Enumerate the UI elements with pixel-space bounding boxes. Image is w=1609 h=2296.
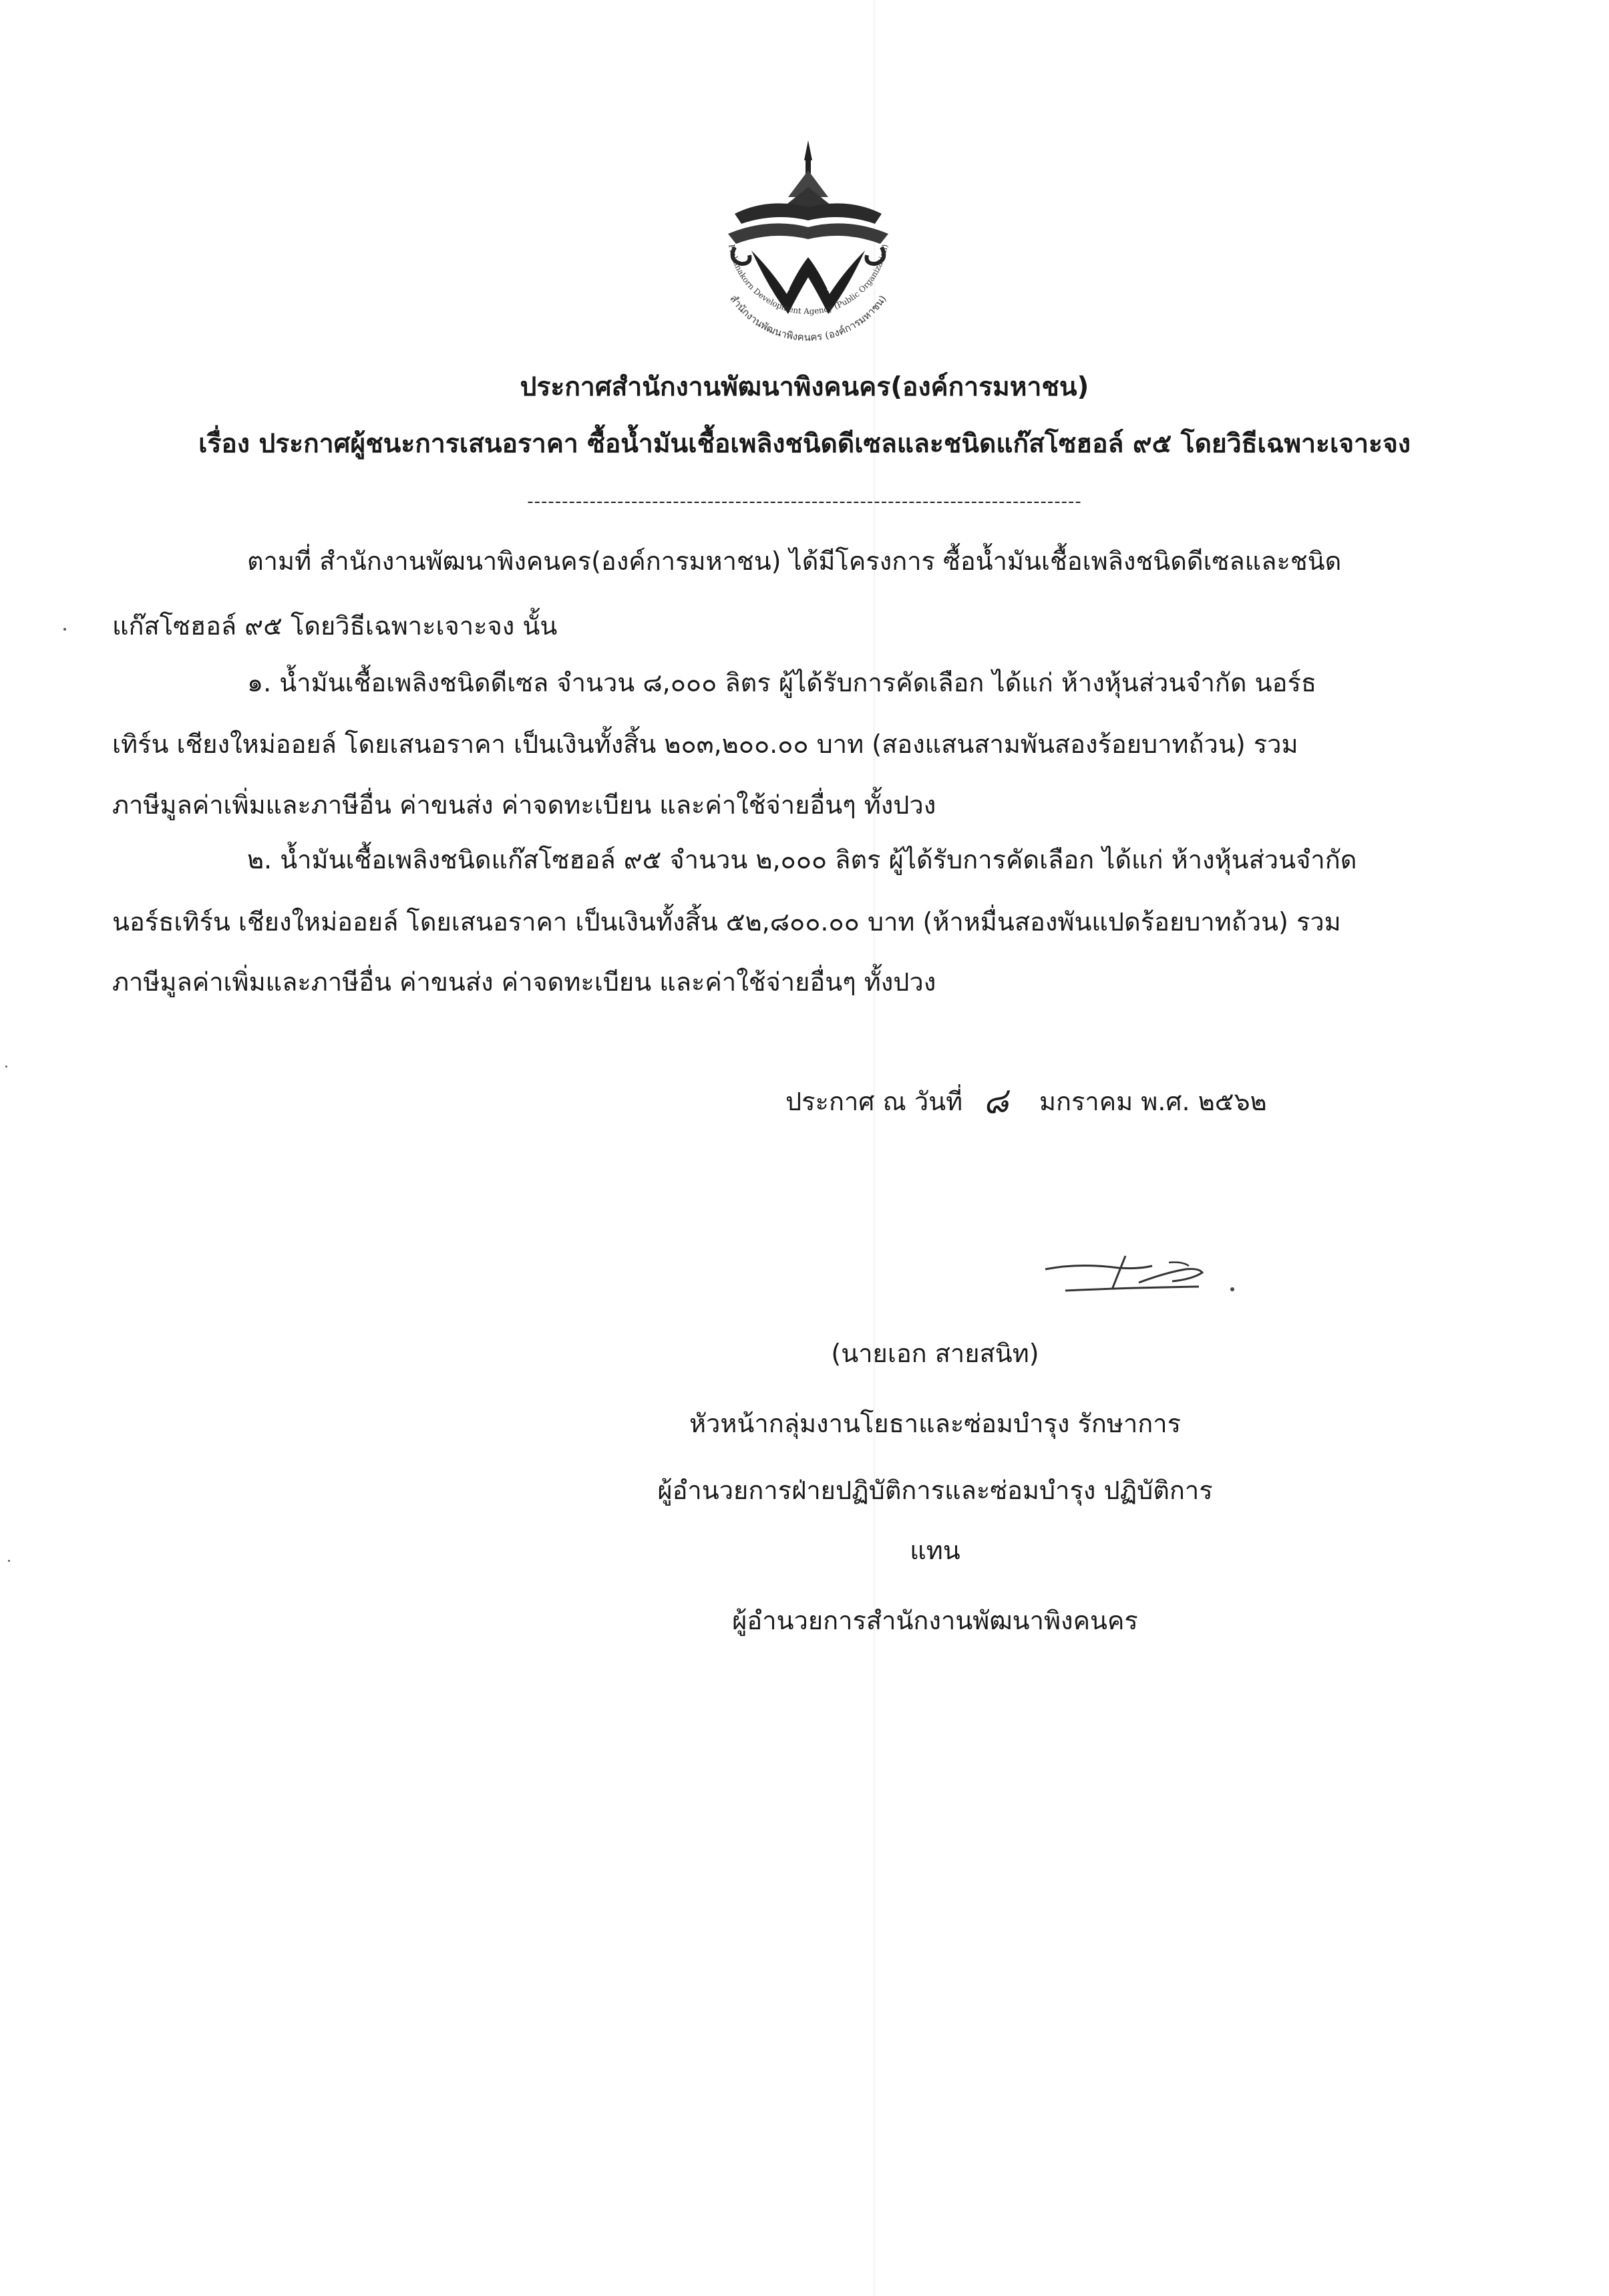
scan-speck: [8, 1560, 10, 1562]
item-1-line-3: ภาษีมูลค่าเพิ่มและภาษีอื่น ค่าขนส่ง ค่าจดทะเบียน และค่าใช้จ่ายอื่นๆ ทั้งปวง: [112, 790, 936, 820]
item-2-line-1: ๒. น้ำมันเชื้อเพลิงชนิดแก๊สโซฮอล์ ๙๕ จำนวน ๒,๐๐๐ ลิตร ผู้ได้รับการคัดเลือก ได้แก่ ห้างหุ้นส่วนจำกัด: [247, 845, 1357, 874]
intro-line-1: ตามที่ สำนักงานพัฒนาพิงคนคร(องค์การมหาชน) ได้มีโครงการ ซื้อน้ำมันเชื้อเพลิงชนิดดีเซลและชนิด: [247, 546, 1342, 576]
logo-arc-text-en: Pinkanakorn Development Agency (Public Organization): [727, 243, 890, 317]
title-divider: --------------------------------------------------------------------------------: [527, 492, 1082, 512]
item-2-line-2: นอร์ธเทิร์น เชียงใหม่ออยล์ โดยเสนอราคา เป็นเงินทั้งสิ้น ๕๒,๘๐๐.๐๐ บาท (ห้าหมื่นสองพันแปดร้อยบาทถ้วน) รวม: [112, 907, 1341, 937]
signatory-name: (นายเอก สายสนิท): [831, 1339, 1039, 1368]
announcement-title: ประกาศสำนักงานพัฒนาพิงคนคร(องค์การมหาชน): [520, 372, 1089, 402]
signatory-position-3: แทน: [910, 1536, 960, 1565]
item-1-line-1: ๑. น้ำมันเชื้อเพลิงชนิดดีเซล จำนวน ๘,๐๐๐ ลิตร ผู้ได้รับการคัดเลือก ได้แก่ ห้างหุ้นส่วนจำกัด นอร์ธ: [247, 668, 1317, 697]
date-day-handwritten: ๘: [980, 1080, 1011, 1123]
handwritten-signature: [1039, 1243, 1259, 1303]
announcement-subject: เรื่อง ประกาศผู้ชนะการเสนอราคา ซื้อน้ำมันเชื้อเพลิงชนิดดีเซลและชนิดแก๊สโซฮอล์ ๙๕ โดยวิธีเฉพาะเจาะจง: [198, 429, 1411, 459]
item-1-line-2: เทิร์น เชียงใหม่ออยล์ โดยเสนอราคา เป็นเงินทั้งสิ้น ๒๐๓,๒๐๐.๐๐ บาท (สองแสนสามพันสองร้อยบาทถ้วน) รวม: [112, 729, 1298, 759]
date-prefix: ประกาศ ณ วันที่: [785, 1087, 963, 1116]
signatory-position-2: ผู้อำนวยการฝ่ายปฏิบัติการและซ่อมบำรุง ปฏิบัติการ: [657, 1476, 1213, 1505]
signatory-position-1: หัวหน้ากลุ่มงานโยธาและซ่อมบำรุง รักษาการ: [689, 1409, 1182, 1438]
scan-speck: [5, 1065, 7, 1068]
agency-logo-icon: [688, 134, 928, 354]
intro-line-2: แก๊สโซฮอล์ ๙๕ โดยวิธีเฉพาะเจาะจง นั้น: [112, 611, 558, 641]
logo-arc-text: สำนักงานพัฒนาพิงคนคร (องค์การมหาชน): [727, 293, 889, 344]
item-2-line-3: ภาษีมูลค่าเพิ่มและภาษีอื่น ค่าขนส่ง ค่าจดทะเบียน และค่าใช้จ่ายอื่นๆ ทั้งปวง: [112, 967, 936, 997]
announcement-date: [785, 1076, 1267, 1128]
date-month-year: มกราคม พ.ศ. ๒๕๖๒: [1039, 1087, 1267, 1116]
scan-speck: [63, 628, 66, 631]
signatory-position-4: ผู้อำนวยการสำนักงานพัฒนาพิงคนคร: [732, 1606, 1138, 1635]
